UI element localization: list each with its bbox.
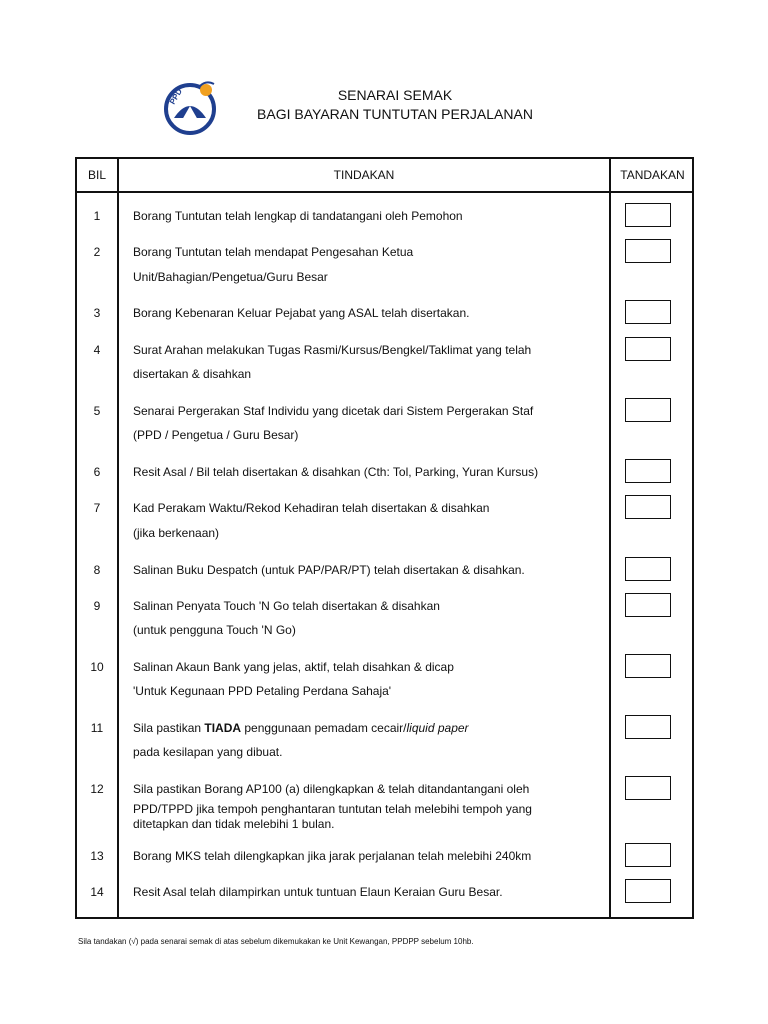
row-text: Kad Perakam Waktu/Rekod Kehadiran telah disertakan & disahkan [133, 501, 490, 515]
row-text: Resit Asal / Bil telah disertakan & disahkan (Cth: Tol, Parking, Yuran Kursus) [133, 465, 539, 479]
checkbox[interactable] [625, 337, 671, 361]
row-text: disertakan & disahkan [133, 367, 252, 381]
header-tandakan: TANDAKAN [620, 168, 685, 182]
row-number: 8 [93, 563, 101, 577]
row-text: (PPD / Pengetua / Guru Besar) [133, 428, 299, 442]
page-title: SENARAI SEMAK [337, 87, 453, 103]
logo-text: PPD [167, 87, 184, 106]
row-text [133, 721, 603, 735]
checkbox[interactable] [625, 654, 671, 678]
col-divider [609, 159, 611, 917]
header-bil: BIL [87, 168, 106, 182]
row-text: PPD/TPPD jika tempoh penghantaran tuntutan telah melebihi tempoh yang [133, 802, 532, 816]
row-text: Salinan Penyata Touch 'N Go telah disertakan & disahkan [133, 599, 440, 613]
row-number: 11 [90, 721, 104, 735]
emphasis-liquid-paper: liquid paper [406, 721, 469, 735]
row-number: 1 [93, 209, 101, 223]
row-text: 'Untuk Kegunaan PPD Petaling Perdana Sahaja' [133, 684, 392, 698]
checkbox[interactable] [625, 776, 671, 800]
row-text: Salinan Buku Despatch (untuk PAP/PAR/PT) telah disertakan & disahkan. [133, 563, 525, 577]
checkbox[interactable] [625, 459, 671, 483]
checkbox[interactable] [625, 398, 671, 422]
row-number: 10 [90, 660, 104, 674]
row-text: Unit/Bahagian/Pengetua/Guru Besar [133, 270, 328, 284]
row-text-part: penggunaan pemadam cecair/ [241, 721, 407, 735]
checkbox[interactable] [625, 715, 671, 739]
checkbox[interactable] [625, 300, 671, 324]
row-text: Senarai Pergerakan Staf Individu yang dicetak dari Sistem Pergerakan Staf [133, 404, 534, 418]
col-divider [117, 159, 119, 917]
row-number: 13 [90, 849, 104, 863]
row-text: Surat Arahan melakukan Tugas Rasmi/Kursus/Bengkel/Taklimat yang telah [133, 343, 532, 357]
checkbox[interactable] [625, 495, 671, 519]
row-text: Borang MKS telah dilengkapkan jika jarak perjalanan telah melebihi 240km [133, 849, 532, 863]
page-subtitle: BAGI BAYARAN TUNTUTAN PERJALANAN [257, 106, 533, 122]
row-number: 4 [93, 343, 101, 357]
checkbox[interactable] [625, 593, 671, 617]
footer-note: Sila tandakan (√) pada senarai semak di atas sebelum dikemukakan ke Unit Kewangan, PPDPP sebelum 10hb. [78, 937, 474, 946]
checkbox[interactable] [625, 203, 671, 227]
row-text: Borang Tuntutan telah lengkap di tandatangani oleh Pemohon [133, 209, 463, 223]
header-divider [77, 191, 692, 193]
checkbox[interactable] [625, 843, 671, 867]
row-text: Borang Tuntutan telah mendapat Pengesahan Ketua [133, 245, 414, 259]
emphasis-tiada: TIADA [204, 721, 242, 735]
row-number: 9 [93, 599, 101, 613]
row-text: (untuk pengguna Touch 'N Go) [133, 623, 296, 637]
checkbox[interactable] [625, 879, 671, 903]
checkbox[interactable] [625, 239, 671, 263]
row-number: 14 [90, 885, 104, 899]
row-text: ditetapkan dan tidak melebihi 1 bulan. [133, 817, 335, 831]
row-number: 6 [93, 465, 101, 479]
checkbox[interactable] [625, 557, 671, 581]
row-number: 2 [93, 245, 101, 259]
row-text-part: Sila pastikan [133, 721, 205, 735]
row-text: pada kesilapan yang dibuat. [133, 745, 283, 759]
header-tindakan: TINDAKAN [333, 168, 395, 182]
row-number: 7 [93, 501, 101, 515]
row-number: 12 [90, 782, 104, 796]
checklist-table [75, 157, 694, 919]
row-text: (jika berkenaan) [133, 526, 220, 540]
row-text: Resit Asal telah dilampirkan untuk tuntuan Elaun Keraian Guru Besar. [133, 885, 503, 899]
row-text: Salinan Akaun Bank yang jelas, aktif, telah disahkan & dicap [133, 660, 454, 674]
row-number: 3 [93, 306, 101, 320]
row-text: Sila pastikan Borang AP100 (a) dilengkapkan & telah ditandantangani oleh [133, 782, 530, 796]
row-number: 5 [93, 404, 101, 418]
row-text: Borang Kebenaran Keluar Pejabat yang ASAL telah disertakan. [133, 306, 470, 320]
